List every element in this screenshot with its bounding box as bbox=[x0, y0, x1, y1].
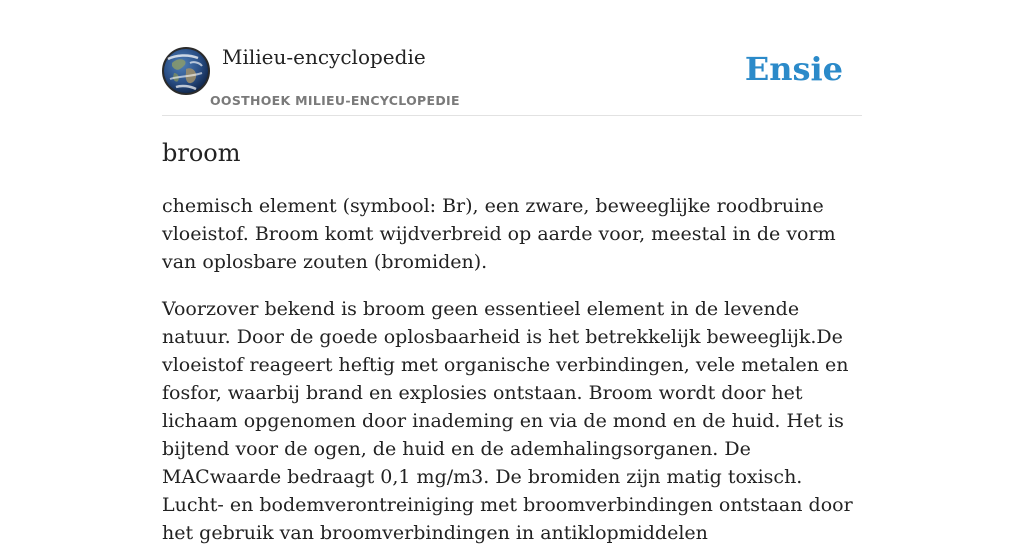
definition-paragraph: Voorzover bekend is broom geen essentieel element in de levende natuur. Door de goede oplosbaarheid is het betrekkelijk beweeglijk.De vloeistof reageert heftig met organische verbindingen, vele metalen en fosfor, waarbij brand en explosies ontstaan. Broom wordt door het lichaam opgenomen door inademing en via de mond en de huid. Het is bijtend voor de ogen, de huid en de ademhalingsorganen. De MACwaarde bedraagt 0,1 mg/m3. De bromiden zijn matig toxisch. Lucht- en bodemverontreiniging met broomverbindingen ontstaan door het gebruik van broomverbindingen in antiklopmiddelen bbox=[162, 298, 853, 544]
entry-term-heading: broom bbox=[162, 139, 241, 167]
page-container bbox=[162, 0, 862, 544]
earth-globe-icon[interactable] bbox=[162, 47, 210, 95]
source-header bbox=[162, 0, 862, 116]
source-subtitle[interactable]: OOSTHOEK MILIEU-ENCYCLOPEDIE bbox=[210, 93, 460, 108]
definition-paragraph: chemisch element (symbool: Br), een zware, beweeglijke roodbruine vloeistof. Broom komt wijdverbreid op aarde voor, meestal in de vorm van oplosbare zouten (bromiden). bbox=[162, 195, 836, 273]
ensie-logo-link[interactable]: Ensie bbox=[744, 50, 843, 88]
source-title[interactable]: Milieu-encyclopedie bbox=[222, 45, 426, 69]
